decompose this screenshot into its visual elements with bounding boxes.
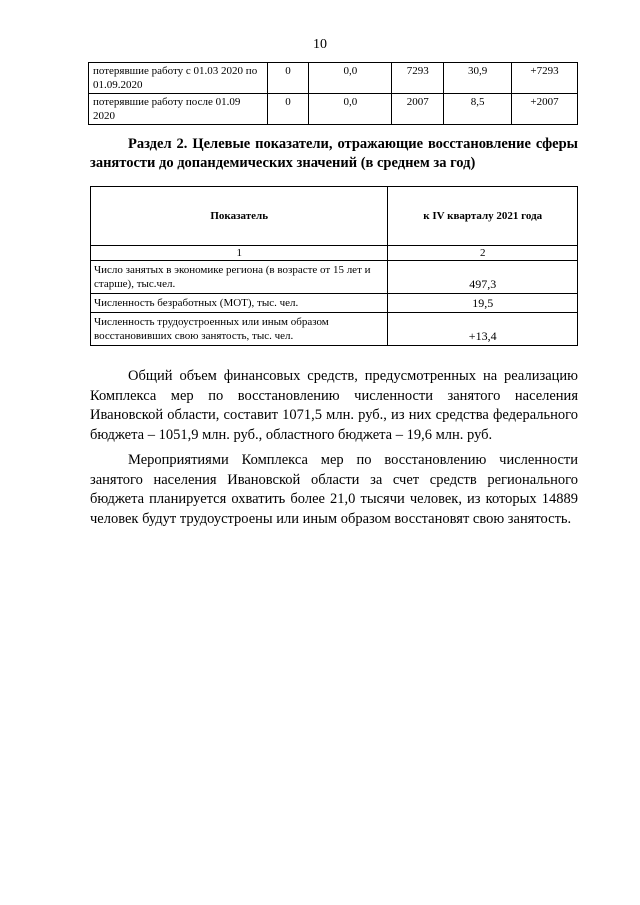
cell-value: 2007 bbox=[392, 94, 444, 125]
cell-value: 30,9 bbox=[444, 63, 512, 94]
row-label: Численность безработных (МОТ), тыс. чел. bbox=[91, 294, 388, 313]
table-header-row bbox=[91, 187, 578, 246]
row-label: Численность трудоустроенных или иным образом восстановивших свою занятость, тыс. чел. bbox=[91, 313, 388, 346]
row-label: потерявшие работу с 01.03 2020 по 01.09.2020 bbox=[89, 63, 268, 94]
column-header: к IV кварталу 2021 года bbox=[388, 187, 578, 246]
table-row bbox=[91, 261, 578, 294]
cell-value: 8,5 bbox=[444, 94, 512, 125]
cell-value: 0 bbox=[267, 63, 309, 94]
cell-value: 19,5 bbox=[388, 294, 578, 313]
page-number: 10 bbox=[313, 37, 327, 52]
table-row bbox=[91, 294, 578, 313]
table-row bbox=[89, 94, 578, 125]
cell-value: 0,0 bbox=[309, 94, 392, 125]
row-label: потерявшие работу после 01.09 2020 bbox=[89, 94, 268, 125]
section-heading: Раздел 2. Целевые показатели, отражающие восстановление сферы занятости до допандемических значений (в среднем за год) bbox=[90, 136, 578, 171]
column-index: 1 bbox=[91, 246, 388, 261]
cell-value: 0,0 bbox=[309, 63, 392, 94]
kpi-table bbox=[90, 186, 578, 346]
cell-value: +2007 bbox=[512, 94, 578, 125]
table-row bbox=[91, 313, 578, 346]
paragraph-funding: Общий объем финансовых средств, предусмотренных на реализацию Комплекса мер по восстановлению численности занятого населения Ивановской области, составит 1071,5 млн. руб., из них средства федерального бюджета – 1051,9 млн. руб., областного бюджета – 19,6 млн. руб. bbox=[90, 368, 578, 443]
cell-value: 497,3 bbox=[388, 261, 578, 294]
cell-value: 7293 bbox=[392, 63, 444, 94]
paragraph-coverage: Мероприятиями Комплекса мер по восстановлению численности занятого населения Ивановской области за счет средств регионального бюджета планируется охватить более 21,0 тысячи человек, из которых 14889 человек будут трудоустроены или иным образом восстановят свою занятость. bbox=[90, 452, 578, 527]
column-index: 2 bbox=[388, 246, 578, 261]
column-index-row bbox=[91, 246, 578, 261]
column-header: Показатель bbox=[91, 187, 388, 246]
cell-value: +7293 bbox=[512, 63, 578, 94]
table-row bbox=[89, 63, 578, 94]
cell-value: 0 bbox=[267, 94, 309, 125]
cell-value: +13,4 bbox=[388, 313, 578, 346]
continuation-table bbox=[88, 62, 578, 125]
row-label: Число занятых в экономике региона (в возрасте от 15 лет и старше), тыс.чел. bbox=[91, 261, 388, 294]
